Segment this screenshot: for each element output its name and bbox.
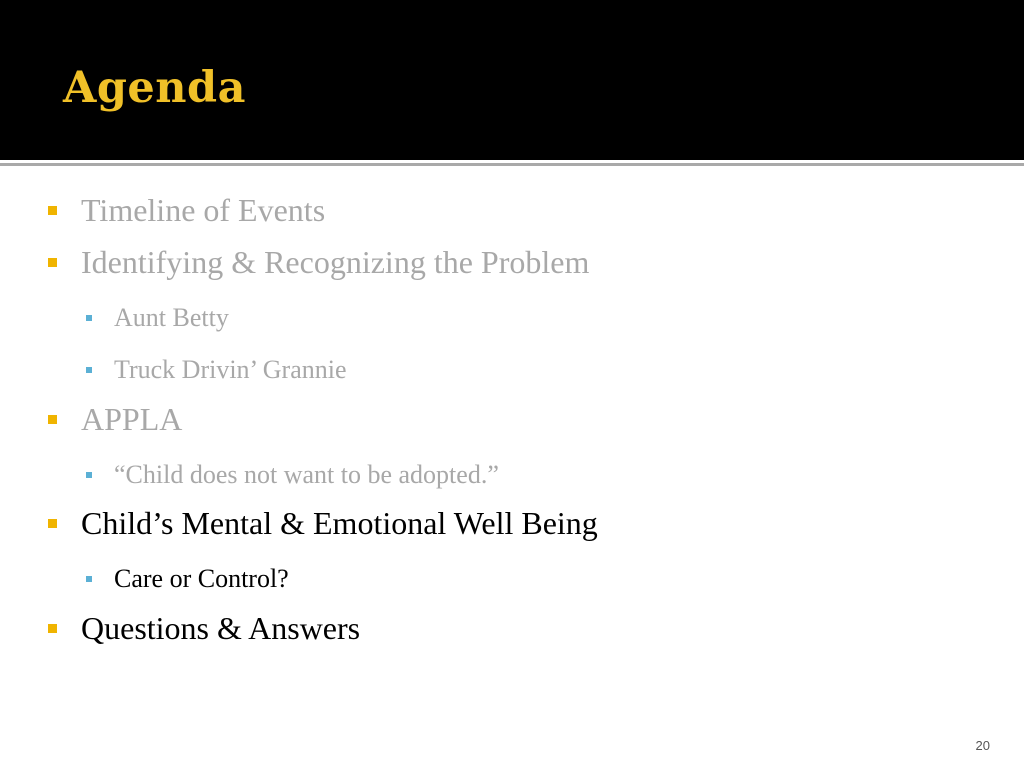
- slide-title: Agenda: [63, 63, 246, 113]
- slide-number: 20: [975, 738, 990, 753]
- agenda-subitem-label: Truck Drivin’ Grannie: [114, 355, 347, 384]
- square-bullet-icon: [48, 519, 57, 528]
- agenda-subitem-label: Aunt Betty: [114, 303, 229, 332]
- agenda-subitem-label: Care or Control?: [114, 564, 289, 593]
- agenda-item-label: Child’s Mental & Emotional Well Being: [81, 505, 598, 541]
- square-bullet-icon: [86, 367, 92, 373]
- agenda-subitem-label: “Child does not want to be adopted.”: [114, 460, 499, 489]
- square-bullet-icon: [48, 415, 57, 424]
- square-bullet-icon: [48, 206, 57, 215]
- agenda-item-label: APPLA: [81, 401, 183, 437]
- agenda-item-label: Identifying & Recognizing the Problem: [81, 244, 590, 280]
- agenda-item-label: Timeline of Events: [81, 192, 326, 228]
- square-bullet-icon: [48, 624, 57, 633]
- agenda-item-label: Questions & Answers: [81, 610, 361, 646]
- square-bullet-icon: [86, 315, 92, 321]
- square-bullet-icon: [86, 576, 92, 582]
- square-bullet-icon: [86, 472, 92, 478]
- square-bullet-icon: [48, 258, 57, 267]
